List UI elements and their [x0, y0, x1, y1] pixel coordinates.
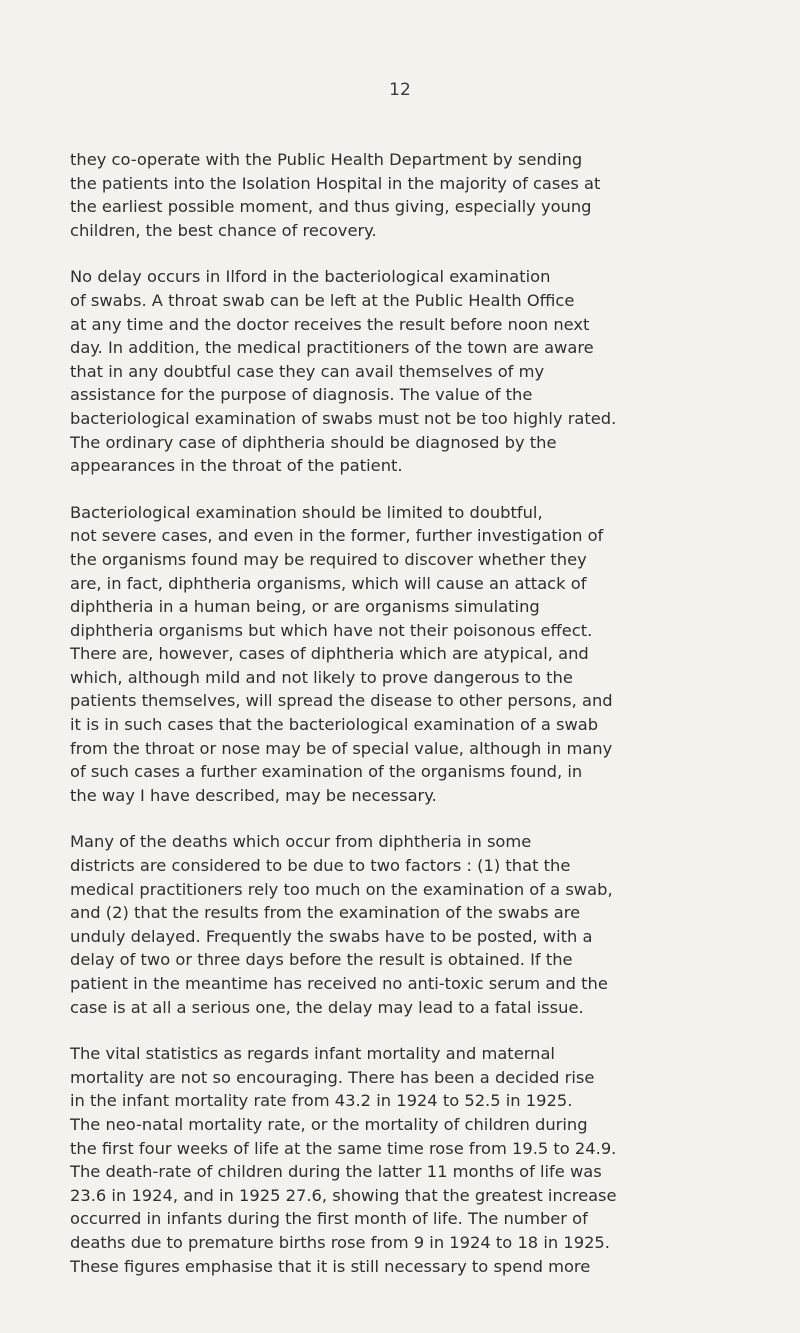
paragraph-vital-statistics: The vital statistics as regards infant mortality and maternal mortality are not so encouraging. There has been a decided rise in the infant mortality rate from 43.2 in 1924 to 52.5 in 1925. The neo-natal mortality rate, or the mortality of children during the first four weeks of life at the same time rose from 19.5 to 24.9. The death-rate of children during the latter 11 months of life was 23.6 in 1924, and in 1925 27.6, showing that the greatest increase occurred in infants during the first month of life. The number of deaths due to premature births rose from 9 in 1924 to 18 in 1925. These figures emphasise that it is still necessary to spend more [70, 1044, 617, 1276]
page-number: 12 [389, 80, 411, 100]
paragraph-bacteriological-limits: Bacteriological examination should be limited to doubtful, not severe cases, and even in the former, further investigation of the organisms found may be required to discover whether they are, in fact, diphtheria organisms, which will cause an attack of diphtheria in a human being, or are organisms simulating diphtheria organisms but which have not their poisonous effect. There are, however, cases of diphtheria which are atypical, and which, although mild and not likely to prove dangerous to the patients themselves, will spread the disease to other persons, and it is in such cases that the bacteriological examination of a swab from the throat or nose may be of special value, although in many of such cases a further examination of the organisms found, in the way I have described, may be necessary. [70, 502, 613, 805]
paragraph-diphtheria-deaths: Many of the deaths which occur from diphtheria in some districts are considered to be due to two factors : (1) that the medical practitioners rely too much on the examination of a swab, and (2) that the results from the examination of the swabs are unduly delayed. Frequently the swabs have to be posted, with a delay of two or three days before the result is obtained. If the patient in the meantime has received no anti-toxic serum and the case is at all a serious one, the delay may lead to a fatal issue. [70, 832, 613, 1017]
body-text [70, 148, 740, 1301]
paragraph-continuation: they co-operate with the Public Health Department by sending the patients into the Isolation Hospital in the majority of cases at the earliest possible moment, and thus giving, especially young children, the best chance of recovery. [70, 150, 601, 240]
paragraph-swab-examination: No delay occurs in Ilford in the bacteriological examination of swabs. A throat swab can be left at the Public Health Office at any time and the doctor receives the result before noon next day. In addition, the medical practitioners of the town are aware that in any doubtful case they can avail themselves of my assistance for the purpose of diagnosis. The value of the bacteriological examination of swabs must not be too highly rated. The ordinary case of diphtheria should be diagnosed by the appearances in the throat of the patient. [70, 267, 617, 476]
